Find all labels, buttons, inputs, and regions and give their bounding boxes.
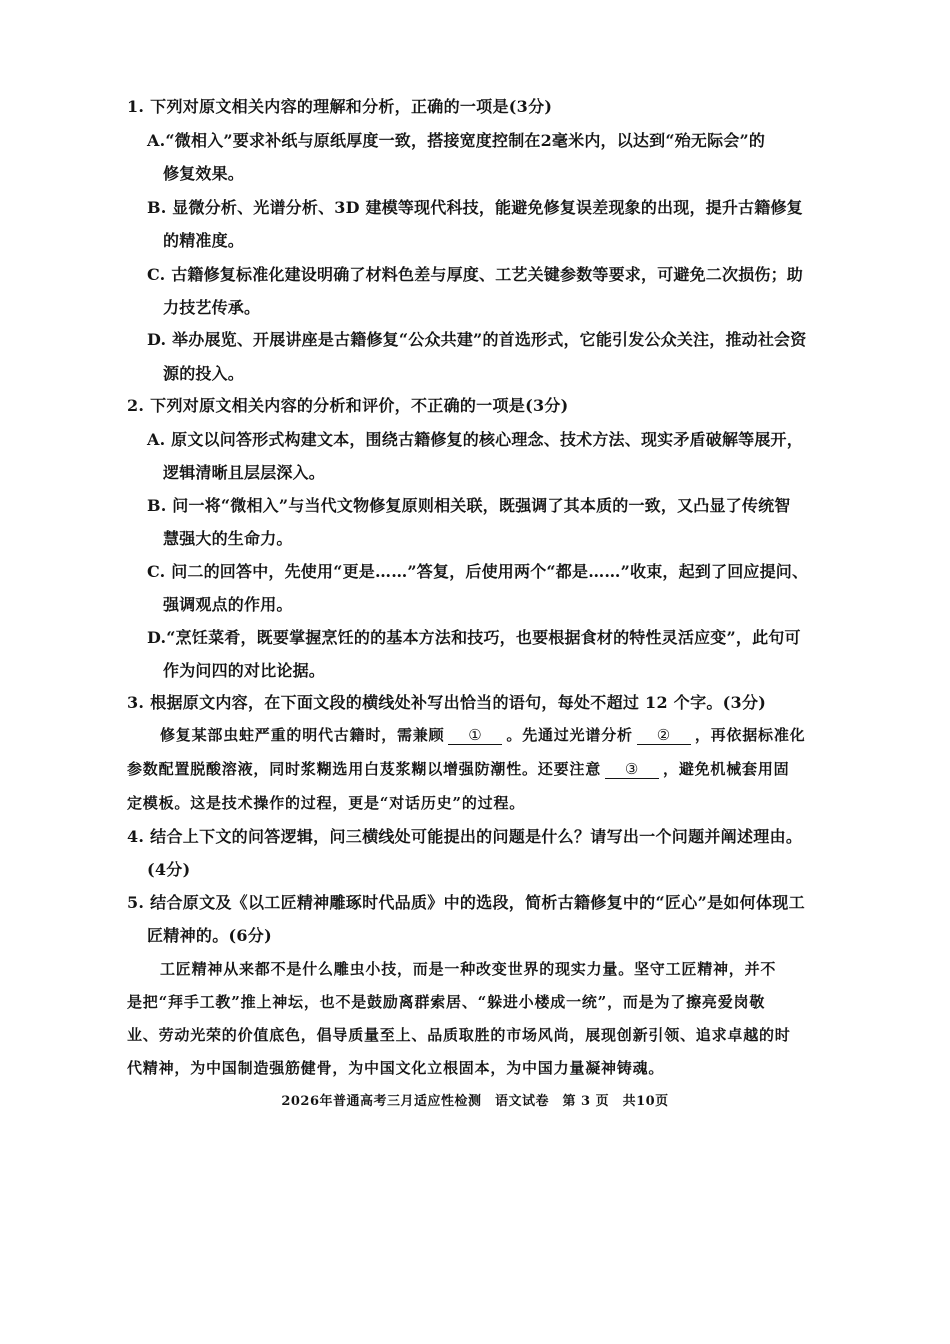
question-2-option-a: A. 原文以问答形式构建文本，围绕古籍修复的核心理念、技术方法、现实矛盾破解等展开， <box>147 430 803 449</box>
passage-text: 参数配置脱酸溶液，同时浆糊选用白芨浆糊以增强防潮性。还要注意 <box>127 760 602 778</box>
question-2-option-a-continued: 逻辑清晰且层层深入。 <box>163 463 326 482</box>
question-2-option-d-continued: 作为问四的对比论据。 <box>163 661 326 680</box>
question-2-heading: 2. 下列对原文相关内容的分析和评价，不正确的一项是(3分) <box>127 396 569 415</box>
question-2-option-b: B. 问一将“微相入”与当代文物修复原则相关联，既强调了其本质的一致，又凸显了传统智 <box>147 496 791 515</box>
question-5-heading-continued: 匠精神的。(6分) <box>147 926 272 945</box>
page-footer: 2026年普通高考三月适应性检测 语文试卷 第 3 页 共10页 <box>281 1094 669 1109</box>
question-4-heading: 4. 结合上下文的问答逻辑，问三横线处可能提出的问题是什么？请写出一个问题并阐述理由。 <box>127 827 803 846</box>
question-2-option-d: D.“烹饪菜肴，既要掌握烹饪的的基本方法和技巧，也要根据食材的特性灵活应变”，此句可 <box>147 628 801 647</box>
passage-text: 。先通过光谱分析 <box>506 726 633 744</box>
question-2-option-c: C. 问二的回答中，先使用“更是……”答复，后使用两个“都是……”收束，起到了回应提问、 <box>147 562 809 581</box>
question-1-heading: 1. 下列对原文相关内容的理解和分析，正确的一项是(3分) <box>127 97 553 116</box>
blank-3: ③ <box>605 761 659 779</box>
question-2-option-c-continued: 强调观点的作用。 <box>163 595 293 614</box>
question-1-option-c-continued: 力技艺传承。 <box>163 298 261 317</box>
blank-1: ① <box>448 727 502 745</box>
question-4-score: (4分) <box>147 860 191 879</box>
question-1-option-d-continued: 源的投入。 <box>163 364 245 383</box>
question-3-passage-line-2 <box>127 758 789 779</box>
blank-2: ② <box>637 727 691 745</box>
question-5-excerpt-line-1: 工匠精神从来都不是什么雕虫小技，而是一种改变世界的现实力量。坚守工匠精神，并不 <box>160 960 777 978</box>
question-3-heading: 3. 根据原文内容，在下面文段的横线处补写出恰当的语句，每处不超过 12 个字。(3分) <box>127 693 767 712</box>
question-1-option-a-continued: 修复效果。 <box>163 164 245 183</box>
passage-text: ，避免机械套用固 <box>663 760 790 778</box>
passage-text: 修复某部虫蛀严重的明代古籍时，需兼顾 <box>160 726 445 744</box>
question-5-excerpt-line-4: 代精神，为中国制造强筋健骨，为中国文化立根固本，为中国力量凝神铸魂。 <box>127 1059 665 1077</box>
question-3-passage-line-3: 定模板。这是技术操作的过程，更是“对话历史”的过程。 <box>127 794 526 812</box>
question-5-excerpt-line-3: 业、劳动光荣的价值底色，倡导质量至上、品质取胜的市场风尚，展现创新引领、追求卓越的时 <box>127 1026 791 1044</box>
question-2-option-b-continued: 慧强大的生命力。 <box>163 529 293 548</box>
passage-text: ，再依据标准化 <box>694 726 806 744</box>
question-1-option-d: D. 举办展览、开展讲座是古籍修复“公众共建”的首选形式，它能引发公众关注，推动社会资 <box>147 330 807 349</box>
question-1-option-c: C. 古籍修复标准化建设明确了材料色差与厚度、工艺关键参数等要求，可避免二次损伤；助 <box>147 265 803 284</box>
question-1-option-b: B. 显微分析、光谱分析、3D 建模等现代科技，能避免修复误差现象的出现，提升古籍修复 <box>147 198 803 217</box>
question-3-passage-line-1 <box>160 724 805 745</box>
question-1-option-a: A.“微相入”要求补纸与原纸厚度一致，搭接宽度控制在2毫米内，以达到“殆无际会”的 <box>147 131 766 150</box>
question-1-option-b-continued: 的精准度。 <box>163 231 245 250</box>
question-5-excerpt-line-2: 是把“拜手工教”推上神坛，也不是鼓励离群索居、“躲进小楼成一统”，而是为了擦亮爱岗敬 <box>127 993 766 1011</box>
question-5-heading: 5. 结合原文及《以工匠精神雕琢时代品质》中的选段，简析古籍修复中的“匠心”是如何体现工 <box>127 893 805 912</box>
